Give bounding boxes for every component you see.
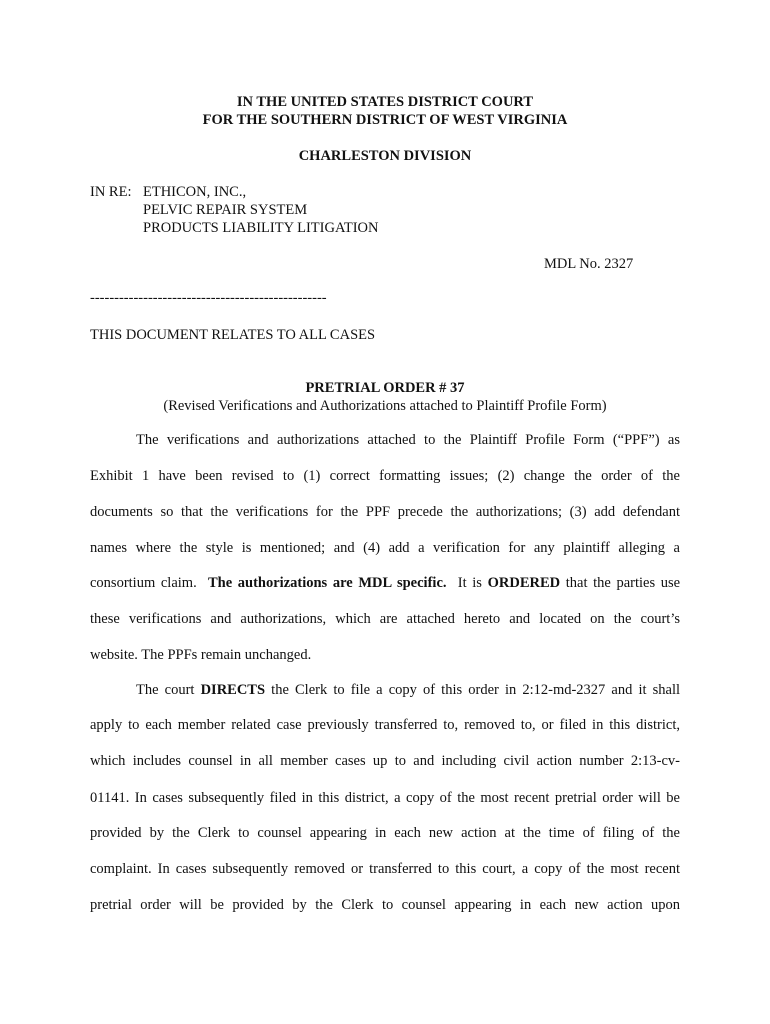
paragraph-2-line: which includes counsel in all member cases up to and including civil action number 2:13-cv-	[90, 753, 680, 769]
paragraph-1-line	[90, 574, 680, 592]
caption-separator: -------------------------------------------------	[90, 290, 327, 306]
paragraph-2-line: pretrial order will be provided by the Clerk to counsel appearing in each new action upon	[90, 897, 680, 913]
paragraph-1-line: names where the style is mentioned; and (4) add a verification for any plaintiff alleging a	[90, 540, 680, 556]
paragraph-2-line: provided by the Clerk to counsel appearing in each new action at the time of filing of the	[90, 825, 680, 841]
mdl-number: MDL No. 2327	[544, 256, 634, 272]
order-subtitle: (Revised Verifications and Authorizations attached to Plaintiff Profile Form)	[163, 398, 607, 414]
division-heading: CHARLESTON DIVISION	[298, 148, 472, 164]
paragraph-1-line: these verifications and authorizations, which are attached hereto and located on the court’s	[90, 611, 680, 627]
text-run: It is	[457, 575, 482, 591]
relates-to-line: THIS DOCUMENT RELATES TO ALL CASES	[90, 327, 376, 343]
paragraph-2-line: complaint. In cases subsequently removed or transferred to this court, a copy of the most recent	[90, 861, 680, 877]
paragraph-1-line: website. The PPFs remain unchanged.	[90, 647, 312, 663]
text-run: that the parties use	[565, 575, 681, 591]
bold-run: ORDERED	[487, 575, 561, 591]
paragraph-2-line: 01141. In cases subsequently filed in this district, a copy of the most recent pretrial order will be	[90, 790, 680, 806]
paragraph-2-line	[136, 681, 680, 699]
paragraph-1-line: Exhibit 1 have been revised to (1) correct formatting issues; (2) change the order of the	[90, 468, 680, 484]
case-name-line-3: PRODUCTS LIABILITY LITIGATION	[143, 220, 379, 236]
paragraph-2-line: apply to each member related case previously transferred to, removed to, or filed in this district,	[90, 717, 680, 733]
court-name-line-2: FOR THE SOUTHERN DISTRICT OF WEST VIRGINIA	[202, 112, 568, 128]
bold-run: DIRECTS	[200, 682, 266, 698]
case-name-line-1: ETHICON, INC.,	[143, 184, 247, 200]
text-run: the Clerk to file a copy of this order in 2:12-md-2327 and it shall	[271, 682, 681, 698]
paragraph-1-line: documents so that the verifications for the PPF precede the authorizations; (3) add defendant	[90, 504, 680, 520]
in-re-label: IN RE:	[90, 184, 132, 200]
text-run: consortium claim.	[90, 575, 197, 591]
text-run: The court	[136, 682, 195, 698]
case-name-line-2: PELVIC REPAIR SYSTEM	[143, 202, 308, 218]
order-title: PRETRIAL ORDER # 37	[305, 380, 465, 396]
paragraph-1-line: The verifications and authorizations attached to the Plaintiff Profile Form (“PPF”) as	[136, 432, 680, 448]
bold-run: The authorizations are MDL specific.	[207, 575, 447, 591]
court-name-line-1: IN THE UNITED STATES DISTRICT COURT	[236, 94, 534, 110]
